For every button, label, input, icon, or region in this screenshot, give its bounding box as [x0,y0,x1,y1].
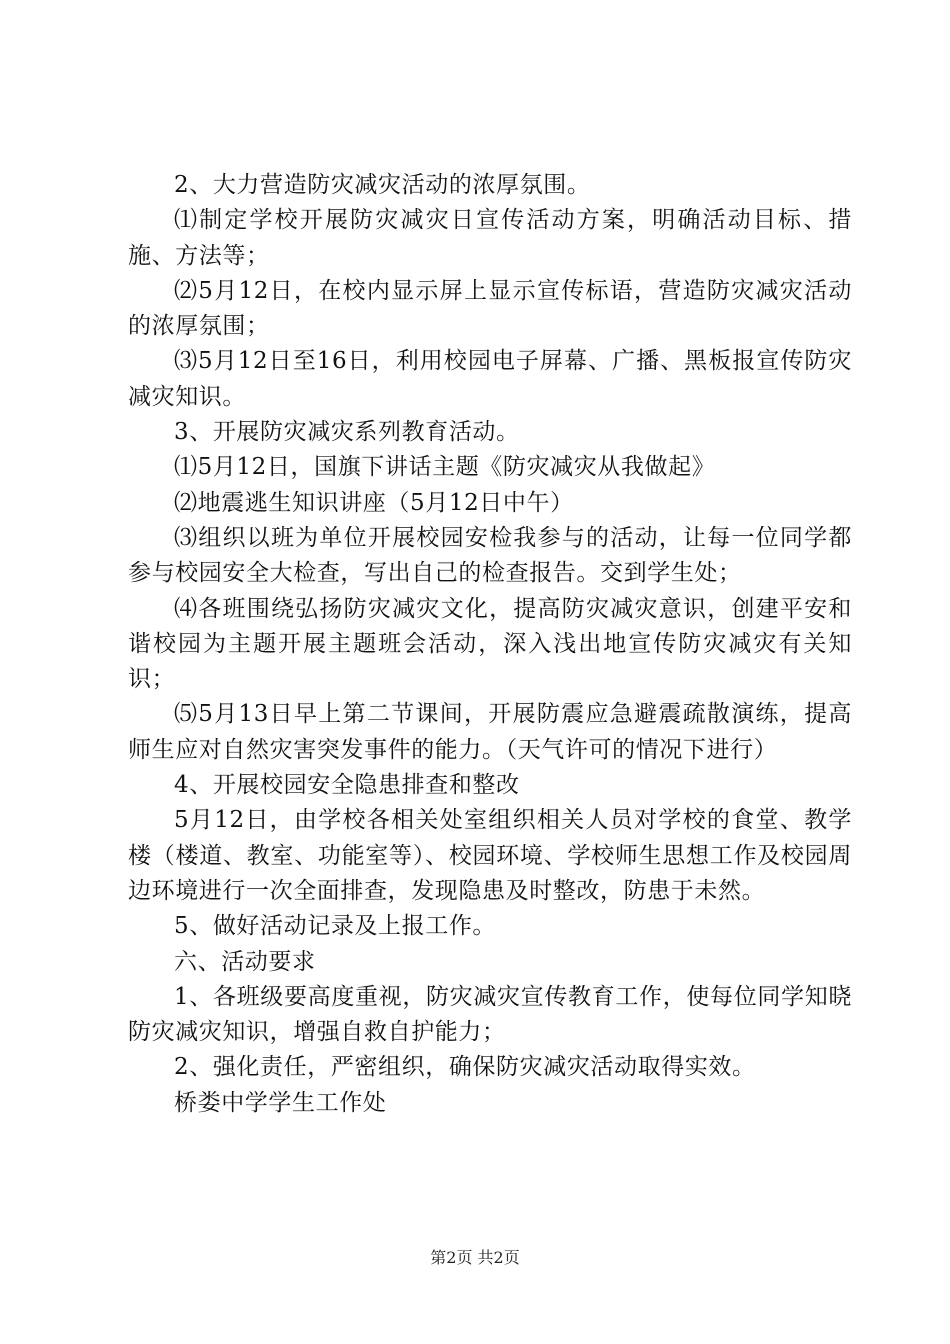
paragraph-item-3-3: ⑶组织以班为单位开展校园安检我参与的活动，让每一位同学都参与校园安全大检查，写出自己的检查报告。交到学生处； [128,524,852,587]
page-footer: 第2页 共2页 [430,1248,520,1267]
paragraph-section-4-body: 5月12日，由学校各相关处室组织相关人员对学校的食堂、教学楼（楼道、教室、功能室等）、校园环境、学校师生思想工作及校园周边环境进行一次全面排查，发现隐患及时整改，防患于未然。 [128,807,852,904]
paragraph-item-3-1: ⑴5月12日，国旗下讲话主题《防灾减灾从我做起》 [174,454,716,481]
paragraph-requirement-2: 2、强化责任，严密组织，确保防灾减灾活动取得实效。 [174,1054,756,1081]
paragraph-item-3-2: ⑵地震逃生知识讲座（5月12日中午） [174,489,574,516]
paragraph-section-4-heading: 4、开展校园安全隐患排查和整改 [174,772,520,799]
document-body [128,168,852,1121]
paragraph-section-3-heading: 3、开展防灾减灾系列教育活动。 [174,419,520,446]
paragraph-section-2-heading: 2、大力营造防灾减灾活动的浓厚氛围。 [174,172,591,198]
paragraph-item-2-2: ⑵5月12日，在校内显示屏上显示宣传标语，营造防灾减灾活动的浓厚氛围； [128,277,852,340]
paragraph-requirement-1: 1、各班级要高度重视，防灾减灾宣传教育工作，使每位同学知晓防灾减灾知识，增强自救自护能力； [128,983,852,1046]
paragraph-signature: 桥娄中学学生工作处 [174,1089,387,1116]
paragraph-item-2-1: ⑴制定学校开展防灾减灾日宣传活动方案，明确活动目标、措施、方法等； [128,207,852,269]
paragraph-item-3-5: ⑸5月13日早上第二节课间，开展防震应急避震疏散演练，提高师生应对自然灾害突发事件的能力。（天气许可的情况下进行） [128,701,852,763]
paragraph-item-2-3: ⑶5月12日至16日，利用校园电子屏幕、广播、黑板报宣传防灾减灾知识。 [128,348,852,410]
paragraph-section-6-heading: 六、活动要求 [174,948,316,975]
paragraph-section-5-heading: 5、做好活动记录及上报工作。 [174,913,497,940]
paragraph-item-3-4: ⑷各班围绕弘扬防灾减灾文化，提高防灾减灾意识，创建平安和谐校园为主题开展主题班会活动，深入浅出地宣传防灾减灾有关知识； [128,595,852,693]
